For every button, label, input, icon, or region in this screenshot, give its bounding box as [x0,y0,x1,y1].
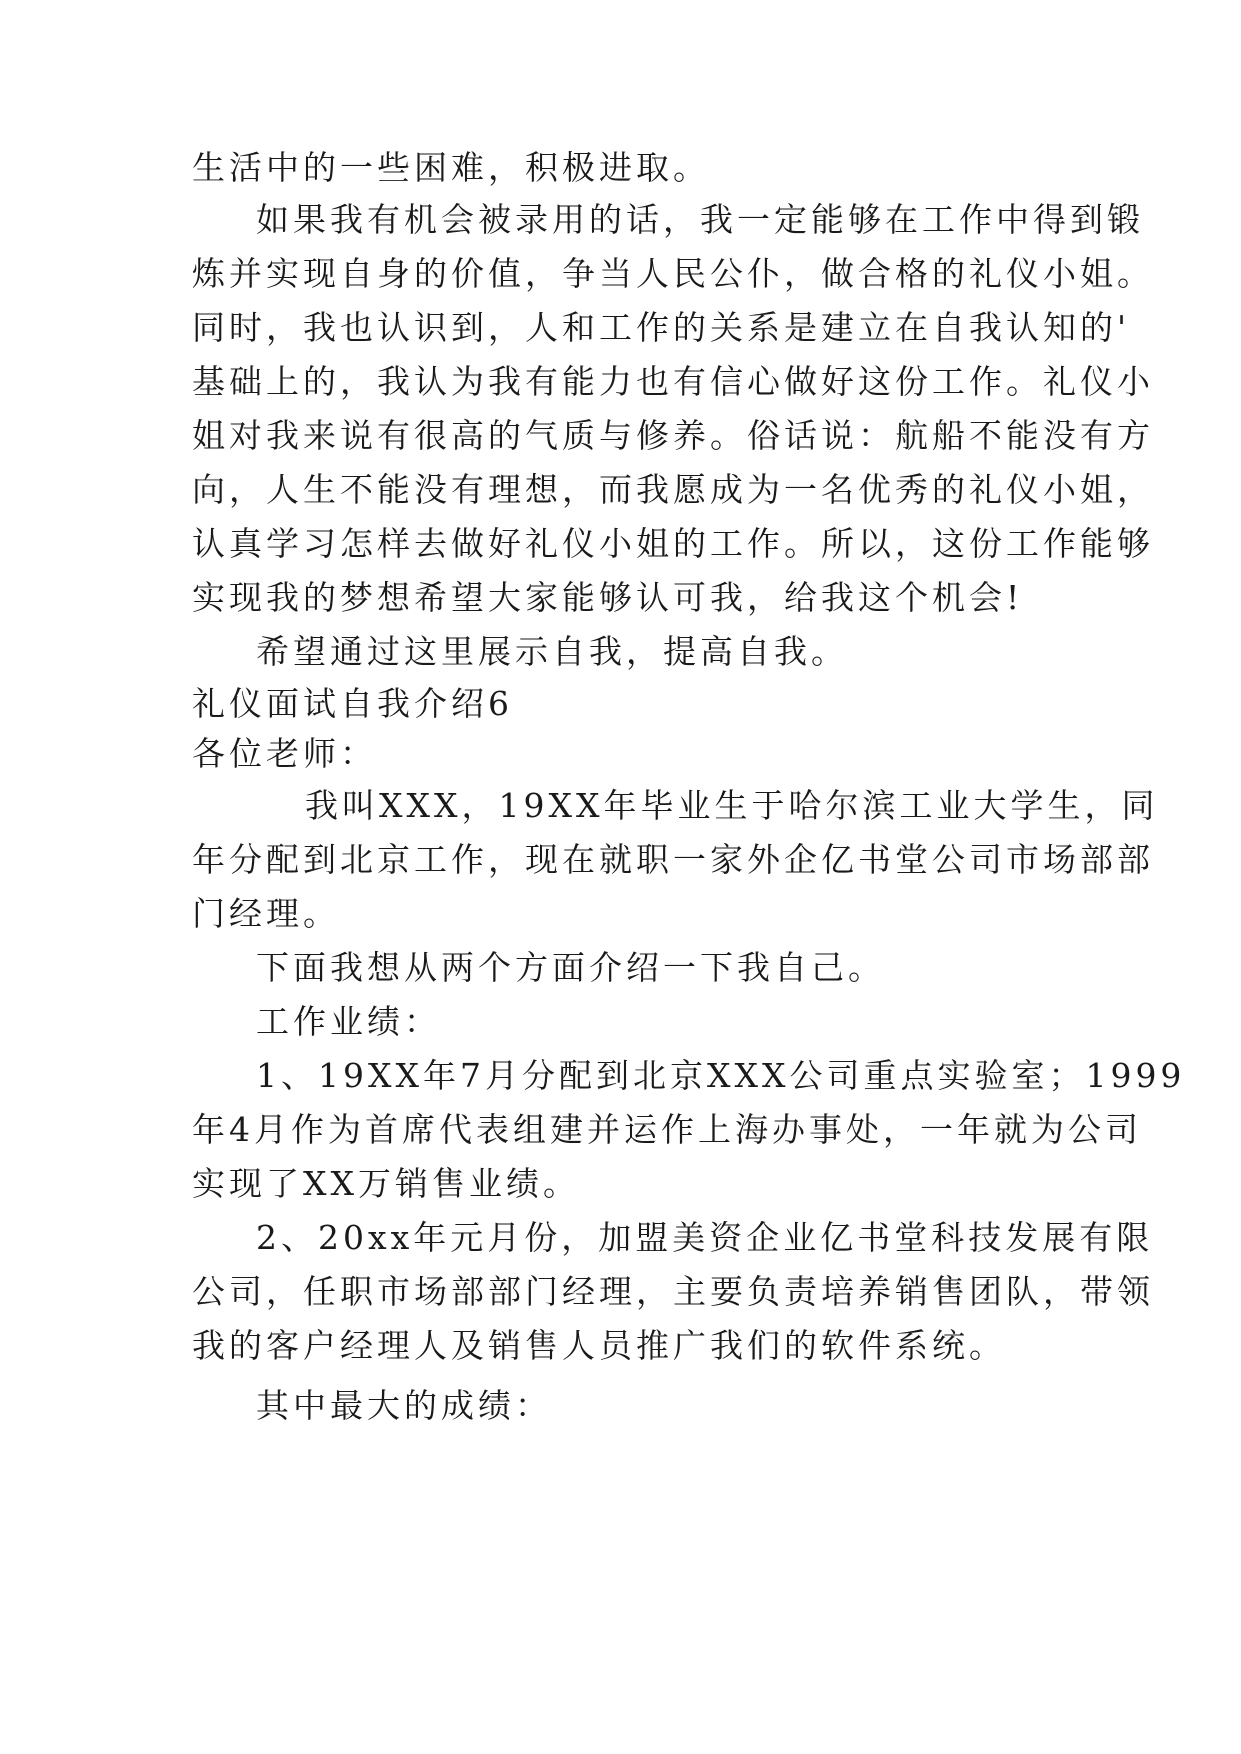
paragraph-line: 年分配到北京工作，现在就职一家外企亿书堂公司市场部部 [192,840,1154,879]
paragraph-line: 工作业绩： [256,1002,441,1041]
paragraph-line: 炼并实现自身的价值，争当人民公仆，做合格的礼仪小姐。 [192,254,1154,293]
paragraph-line: 希望通过这里展示自我，提高自我。 [256,632,848,671]
paragraph-line: 门经理。 [192,894,340,933]
paragraph-line: 实现我的梦想希望大家能够认可我，给我这个机会! [192,578,1024,617]
paragraph-line: 如果我有机会被录用的话，我一定能够在工作中得到锻 [256,200,1144,239]
paragraph-line: 我叫XXX，19XX年毕业生于哈尔滨工业大学生，同 [305,786,1159,825]
paragraph-line: 同时，我也认识到，人和工作的关系是建立在自我认知的' [192,308,1131,347]
paragraph-line: 基础上的，我认为我有能力也有信心做好这份工作。礼仪小 [192,362,1154,401]
paragraph-line: 我的客户经理人及销售人员推广我们的软件系统。 [192,1326,1006,1365]
paragraph-line: 姐对我来说有很高的气质与修养。俗话说：航船不能没有方 [192,416,1154,455]
paragraph-line: 认真学习怎样去做好礼仪小姐的工作。所以，这份工作能够 [192,524,1154,563]
paragraph-line: 1、19XX年7月分配到北京XXX公司重点实验室；1999 [256,1056,1186,1095]
paragraph-line: 实现了XX万销售业绩。 [192,1164,580,1203]
paragraph-line: 2、20xx年元月份，加盟美资企业亿书堂科技发展有限 [256,1218,1154,1257]
paragraph-line: 其中最大的成绩： [256,1386,552,1425]
paragraph-line: 向，人生不能没有理想，而我愿成为一名优秀的礼仪小姐， [192,470,1154,509]
paragraph-line: 公司，任职市场部部门经理，主要负责培养销售团队，带领 [192,1272,1154,1311]
salutation: 各位老师： [192,734,377,773]
paragraph-line: 年4月作为首席代表组建并运作上海办事处，一年就为公司 [192,1110,1142,1149]
section-title: 礼仪面试自我介绍6 [192,684,513,723]
paragraph-line: 生活中的一些困难，积极进取。 [192,148,710,187]
paragraph-line: 下面我想从两个方面介绍一下我自己。 [256,948,885,987]
